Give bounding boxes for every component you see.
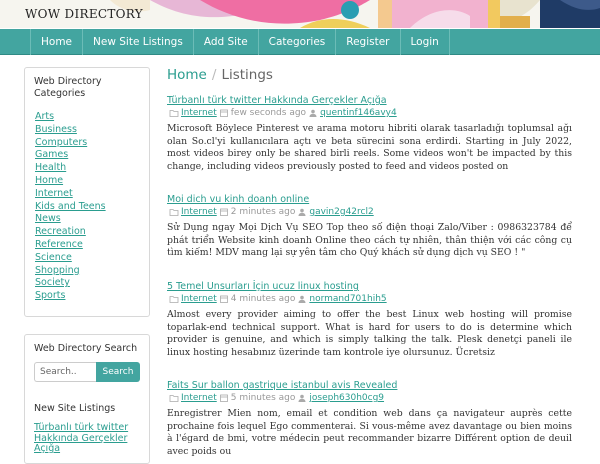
folder-icon (170, 295, 178, 303)
nav-login[interactable]: Login (400, 29, 450, 55)
category-link-home[interactable]: Home (35, 174, 64, 186)
new-listings-heading: New Site Listings (34, 403, 116, 414)
listing-title[interactable]: Türbanlı türk twitter Hakkında Gerçekler Açığa (167, 95, 387, 106)
category-link-computers[interactable]: Computers (35, 136, 88, 148)
listing-category[interactable]: Internet (181, 207, 217, 217)
category-link-sports[interactable]: Sports (35, 290, 66, 302)
breadcrumb (167, 67, 273, 83)
listing-title[interactable]: Moi dich vu kinh doanh online (167, 194, 310, 205)
folder-icon (170, 394, 178, 402)
header-banner (0, 0, 600, 28)
category-link-business[interactable]: Business (35, 123, 77, 135)
breadcrumb-separator: / (211, 67, 217, 83)
listing-item (167, 95, 572, 173)
category-link-arts[interactable]: Arts (35, 111, 55, 122)
category-link-recreation[interactable]: Recreation (35, 226, 86, 238)
listing-meta (167, 293, 572, 305)
nav-categories[interactable]: Categories (258, 29, 336, 55)
listing-category[interactable]: Internet (181, 294, 217, 304)
listing-meta (167, 392, 572, 404)
folder-icon (170, 208, 178, 216)
category-link-shopping[interactable]: Shopping (35, 264, 80, 276)
category-link-society[interactable]: Society (35, 277, 70, 289)
breadcrumb-current: Listings (221, 67, 273, 83)
search-button[interactable]: Search (96, 362, 140, 382)
category-link-games[interactable]: Games (35, 149, 69, 161)
listing-meta (167, 107, 572, 119)
nav-add-site[interactable]: Add Site (193, 29, 258, 55)
listing-excerpt: Sử Dụng ngay Mọi Dịch Vụ SEO Top theo số điện thoại Zalo/Viber : 0986323784 để phát triển Website kinh doanh Online theo cách tự nhiên, thân thiện với các công cụ tìm kiếm! MDV mang lại sự yên tâm cho Quý khách sử dụng dịch vụ SEO ! " (167, 222, 572, 259)
search-heading: Web Directory Search (34, 343, 138, 354)
main-nav (0, 29, 600, 55)
listing-user[interactable]: normand701hih5 (309, 294, 387, 304)
listing-time: few seconds ago (230, 108, 307, 118)
calendar-icon (220, 394, 228, 402)
search-panel (24, 334, 150, 464)
new-listing-link[interactable]: Türbanlı türk twitter Hakkında Gerçekler Açığa (34, 422, 129, 454)
listing-user[interactable]: gavin2g42rcl2 (309, 207, 374, 217)
nav-register[interactable]: Register (335, 29, 399, 55)
search-input[interactable] (34, 362, 96, 382)
listing-category[interactable]: Internet (181, 108, 217, 118)
categories-panel (24, 67, 150, 317)
listing-time: 4 minutes ago (230, 294, 296, 304)
user-icon (298, 295, 306, 303)
nav-new-site-listings[interactable]: New Site Listings (82, 29, 193, 55)
category-link-news[interactable]: News (35, 213, 61, 225)
listing-item (167, 380, 572, 458)
user-icon (298, 208, 306, 216)
calendar-icon (220, 295, 228, 303)
breadcrumb-home[interactable]: Home (167, 67, 207, 83)
folder-icon (170, 109, 178, 117)
category-link-science[interactable]: Science (35, 251, 72, 263)
listing-excerpt: Microsoft Böylece Pinterest ve arama motoru hibriti olarak tasarladığı toplumsal ağı olan So.cl'yi kullanıcılara açtı ve beta sürecini sona erdirdi. Starting in July 2022, most videos birey only be shared birli reels. Some videos won't be impacted by this change, including videos previously posted to feed and videos posted on (167, 123, 572, 172)
listing-time: 5 minutes ago (230, 393, 296, 403)
listing-user[interactable]: quentinf146avy4 (320, 108, 397, 118)
categories-heading: Web Directory Categories (34, 76, 102, 99)
search-form (34, 362, 140, 382)
listing-title[interactable]: Faits Sur ballon gastrique istanbul avis Revealed (167, 380, 398, 391)
category-link-internet[interactable]: Internet (35, 187, 73, 199)
calendar-icon (220, 109, 228, 117)
listing-time: 2 minutes ago (230, 207, 296, 217)
listing-category[interactable]: Internet (181, 393, 217, 403)
listing-excerpt: Enregistrer Mien nom, email et condition web dans ça navigateur auprès cette prochaine fois lequel Ego commenterai. Si vous-même avez davantage ou bien moins à l'égard de bmi, votre médecin peut recommander bizarre Différent option de deuil avec poids ou (167, 408, 572, 457)
listing-item (167, 194, 572, 260)
nav-home[interactable]: Home (30, 29, 82, 55)
listing-user[interactable]: joseph630h0cg9 (309, 393, 385, 403)
listing-excerpt: Almost every provider aiming to offer the best Linux web hosting will promise toparlak-end technical support. What is hard for users to do is determine which provider is genuine, and which is simply talking the talk. Plesk denetçi paneli ile linux hosting hesabınız üzerinde tam kontrole iye olursunuz. Ücretsiz (167, 309, 572, 358)
user-icon (309, 109, 317, 117)
listing-meta (167, 206, 572, 218)
user-icon (298, 394, 306, 402)
site-title[interactable]: WOW DIRECTORY (25, 7, 143, 21)
category-link-health[interactable]: Health (35, 162, 67, 174)
listing-title[interactable]: 5 Temel Unsurları İçin ucuz linux hosting (167, 281, 359, 292)
category-link-reference[interactable]: Reference (35, 238, 83, 250)
category-link-kids-and-teens[interactable]: Kids and Teens (35, 200, 106, 212)
listing-item (167, 281, 572, 359)
calendar-icon (220, 208, 228, 216)
category-list (35, 111, 149, 303)
